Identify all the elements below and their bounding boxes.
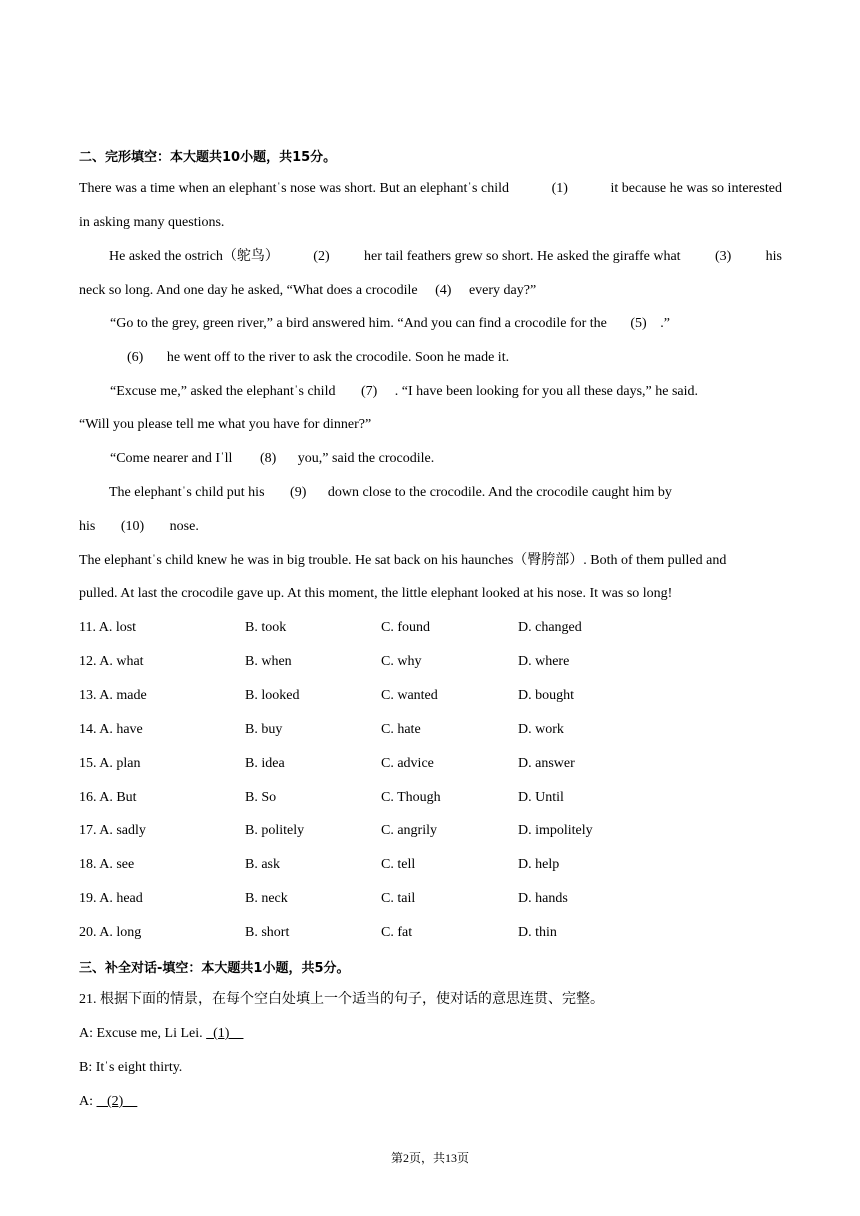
option-d: D. Until bbox=[518, 790, 564, 805]
passage-text: his bbox=[765, 249, 782, 264]
passage-line-10 bbox=[109, 483, 672, 503]
passage-text: down close to the crocodile. And the crocodile caught him by bbox=[327, 485, 672, 500]
option-c: C. hate bbox=[381, 722, 421, 737]
section-3-heading: 三、补全对话-填空：本大题共1小题，共5分。 bbox=[79, 961, 350, 976]
question-row bbox=[79, 788, 699, 808]
option-a: 11. A. lost bbox=[79, 620, 137, 635]
option-b: B. when bbox=[245, 654, 292, 669]
question-row bbox=[79, 855, 699, 875]
passage-text: nose. bbox=[169, 519, 199, 534]
option-a: 14. A. have bbox=[79, 722, 143, 737]
section-2-heading: 二、完形填空：本大题共10小题，共15分。 bbox=[79, 150, 337, 165]
passage-text: you,” said the crocodile. bbox=[297, 451, 435, 466]
blank-6: (6) bbox=[127, 350, 144, 365]
option-b: B. idea bbox=[245, 756, 285, 771]
option-a: 19. A. head bbox=[79, 891, 143, 906]
option-b: B. politely bbox=[245, 823, 305, 838]
question-row bbox=[79, 652, 699, 672]
question-row bbox=[79, 821, 699, 841]
passage-line-4 bbox=[79, 281, 536, 301]
option-d: D. thin bbox=[518, 925, 557, 940]
question-row bbox=[79, 618, 699, 638]
passage-text: . “I have been looking for you all these days,” he said. bbox=[394, 384, 699, 399]
option-d: D. hands bbox=[518, 891, 568, 906]
dialogue-line-b1: B: Itˈs eight thirty. bbox=[79, 1060, 183, 1075]
passage-line-6 bbox=[127, 348, 509, 368]
passage-line-11 bbox=[79, 517, 199, 537]
option-c: C. tail bbox=[381, 891, 416, 906]
passage-text: “Go to the grey, green river,” a bird answered him. “And you can find a crocodile for the bbox=[110, 316, 607, 331]
question-row bbox=[79, 754, 699, 774]
option-b: B. ask bbox=[245, 857, 280, 872]
dialogue-line-a1 bbox=[79, 1024, 243, 1044]
passage-text: There was a time when an elephantˈs nose was short. But an elephantˈs child bbox=[79, 181, 509, 196]
option-c: C. fat bbox=[381, 925, 413, 940]
dialogue-text: A: bbox=[79, 1094, 93, 1109]
passage-line-5 bbox=[110, 314, 670, 334]
passage-line-7 bbox=[110, 382, 698, 402]
blank-3: (3) bbox=[714, 249, 732, 264]
option-c: C. angrily bbox=[381, 823, 437, 838]
option-c: C. why bbox=[381, 654, 422, 669]
blank-9: (9) bbox=[290, 485, 307, 500]
passage-text: every day?” bbox=[468, 283, 537, 298]
passage-text: it because he was so interested bbox=[610, 181, 782, 196]
question-row bbox=[79, 686, 699, 706]
option-b: B. neck bbox=[245, 891, 288, 906]
passage-text: neck so long. And one day he asked, “What does a crocodile bbox=[79, 283, 418, 298]
passage-line-12: The elephantˈs child knew he was in big trouble. He sat back on his haunches（臀胯部）. Both of them pulled and bbox=[79, 553, 727, 568]
passage-text: he went off to the river to ask the crocodile. Soon he made it. bbox=[166, 350, 510, 365]
passage-text: The elephantˈs child put his bbox=[109, 485, 265, 500]
option-d: D. impolitely bbox=[518, 823, 593, 838]
option-a: 16. A. But bbox=[79, 790, 137, 805]
passage-text: “Excuse me,” asked the elephantˈs child bbox=[110, 384, 336, 399]
blank-2: (2) bbox=[313, 249, 330, 264]
passage-text: .” bbox=[660, 316, 670, 331]
page-footer: 第2页，共13页 bbox=[390, 1151, 469, 1165]
option-a: 17. A. sadly bbox=[79, 823, 146, 838]
option-d: D. answer bbox=[518, 756, 575, 771]
question-row bbox=[79, 889, 699, 909]
option-d: D. where bbox=[518, 654, 570, 669]
answer-blank-2[interactable]: (2) bbox=[96, 1094, 138, 1109]
option-c: C. tell bbox=[381, 857, 416, 872]
option-b: B. buy bbox=[245, 722, 283, 737]
option-a: 20. A. long bbox=[79, 925, 142, 940]
question-21-prompt: 21. 根据下面的情景，在每个空白处填上一个适当的句子，使对话的意思连贯、完整。 bbox=[79, 992, 604, 1007]
option-c: C. Though bbox=[381, 790, 441, 805]
option-a: 13. A. made bbox=[79, 688, 147, 703]
option-b: B. looked bbox=[245, 688, 300, 703]
option-c: C. advice bbox=[381, 756, 434, 771]
option-b: B. So bbox=[245, 790, 277, 805]
passage-line-9 bbox=[110, 449, 434, 469]
question-row bbox=[79, 923, 699, 943]
passage-line-1 bbox=[79, 179, 782, 199]
blank-10: (10) bbox=[120, 519, 145, 534]
passage-line-13: pulled. At last the crocodile gave up. At this moment, the little elephant looked at his nose. It was so long! bbox=[79, 586, 673, 601]
blank-1: (1) bbox=[551, 181, 568, 196]
option-b: B. took bbox=[245, 620, 287, 635]
passage-text: her tail feathers grew so short. He asked the giraffe what bbox=[364, 249, 681, 264]
blank-8: (8) bbox=[259, 451, 277, 466]
blank-7: (7) bbox=[360, 384, 378, 399]
passage-line-8: “Will you please tell me what you have for dinner?” bbox=[79, 417, 372, 432]
option-b: B. short bbox=[245, 925, 290, 940]
option-a: 18. A. see bbox=[79, 857, 135, 872]
option-c: C. found bbox=[381, 620, 430, 635]
question-row bbox=[79, 720, 699, 740]
passage-text: his bbox=[79, 519, 96, 534]
option-c: C. wanted bbox=[381, 688, 438, 703]
passage-text: “Come nearer and Iˈll bbox=[110, 451, 233, 466]
passage-text: He asked the ostrich（鸵鸟） bbox=[109, 249, 279, 264]
passage-line-2: in asking many questions. bbox=[79, 215, 225, 230]
option-d: D. help bbox=[518, 857, 560, 872]
option-a: 12. A. what bbox=[79, 654, 144, 669]
option-a: 15. A. plan bbox=[79, 756, 141, 771]
option-d: D. work bbox=[518, 722, 564, 737]
passage-line-3 bbox=[109, 247, 782, 267]
option-d: D. bought bbox=[518, 688, 574, 703]
blank-4: (4) bbox=[435, 283, 452, 298]
dialogue-text: A: Excuse me, Li Lei. bbox=[79, 1026, 203, 1041]
answer-blank-1[interactable]: (1) bbox=[206, 1026, 244, 1041]
option-d: D. changed bbox=[518, 620, 582, 635]
dialogue-line-a2 bbox=[79, 1092, 137, 1112]
blank-5: (5) bbox=[630, 316, 647, 331]
